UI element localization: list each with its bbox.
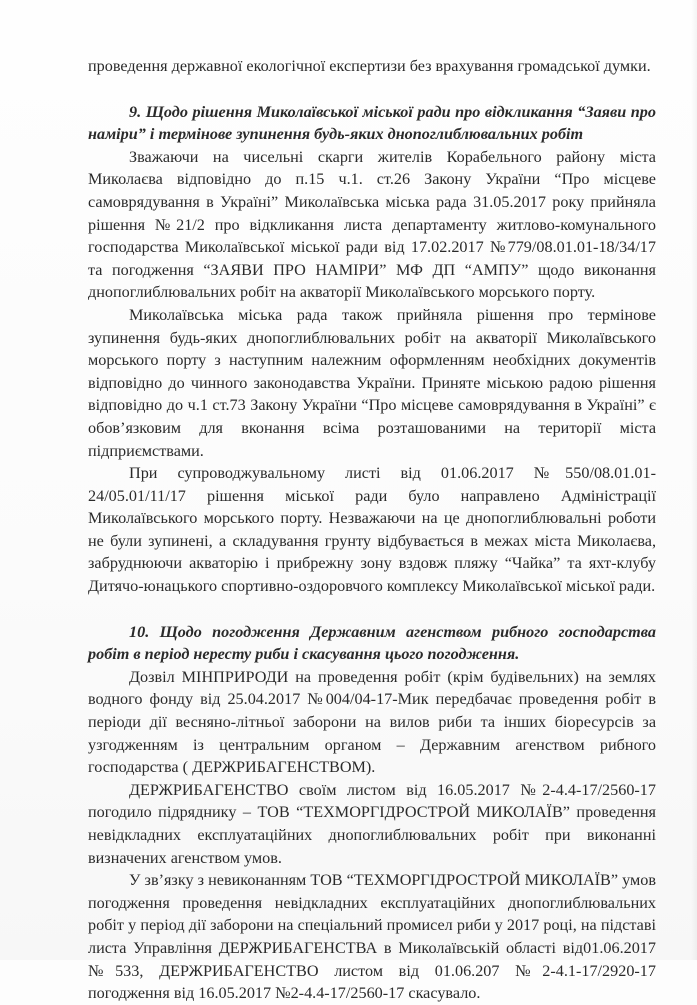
section-10-heading: 10. Щодо погодження Державним агенством рибного господарства робіт в період нересту риби і скасування цього погодження. bbox=[88, 622, 656, 664]
section-9-paragraph: При супроводжувальному листі від 01.06.2017 №550/08.01.01-24/05.01/11/17 рішення міської ради було направлено Адміністрації Миколаївського морського порту. Незважаючи на це днопоглиблювальні роботи не були зупинені, а складування грунту відбувається в межах міста Миколаєва, забруднюючи акваторію і прибрежну зону вздовж пляжу “Чайка” та яхт-клубу Дитячо-юнацького спортивно-оздоровчого комплексу Миколаївської міської ради. bbox=[88, 464, 656, 596]
section-9-paragraph: Миколаївська міська рада також прийняла рішення про термінове зупинення будь-яких днопоглиблювальних робіт на акваторії Миколаївського морського порту з наступним належним оформленням необхідних документів відповідно до чинного законодавства України. Приняте міською радою рішення відповідно до ч.1 ст.73 Закону України “Про місцеве самоврядування в Україні” є обов’язковим для вконання всіма розташованими на території міста підприємствами. bbox=[88, 305, 656, 460]
section-9 bbox=[88, 101, 656, 598]
section-10-paragraph: ДЕРЖРИБАГЕНСТВО своїм листом від 16.05.2017 №2-4.4-17/2560-17 погодило підряднику – ТОВ “ТЕХМОРГІДРОСТРОЙ МИКОЛАЇВ” проведення невідкладних експлуатаційних днопоглиблювальних робіт при виконанні визначених агенством умов. bbox=[88, 780, 656, 867]
section-10 bbox=[88, 621, 656, 1005]
section-10-paragraph: У зв’язку з невиконанням ТОВ “ТЕХМОРГІДРОСТРОЙ МИКОЛАЇВ” умов погодження проведення невідкладних експлуатаційних днопоглиблювальних робіт у період дії заборони на спеціальний промисел риби у 2017 році, на підставі листа Управління ДЕРЖРИБАГЕНСТВА в Миколаївській області від01.06.2017 №533, ДЕРЖРИБАГЕНСТВО листом від 01.06.207 №2-4.1-17/2920-17 погодження від 16.05.2017 №2-4.4-17/2560-17 скасувало. bbox=[88, 871, 656, 1003]
spacer bbox=[88, 78, 656, 101]
section-10-paragraph: Дозвіл МІНПРИРОДИ на проведення робіт (крім будівельних) на землях водного фонду від 25.04.2017 №004/04-17-Мик передбачає проведення робіт в періоди дії весняно-літньої заборони на вилов риби та інших біоресурсів за узгодженням із центральним органом – Державним агенством рибного господарства ( ДЕРЖРИБАГЕНСТВОМ). bbox=[88, 667, 656, 777]
section-9-paragraph: Зважаючи на чисельні скарги жителів Корабельного району міста Миколаєва відповідно до п.15 ч.1. ст.26 Закону України “Про місцеве самоврядування в Україні” Миколаївська міська рада 31.05.2017 року прийняла рішення №21/2 про відкликання листа департаменту житлово-комунального господарства Миколаївської міської ради від 17.02.2017 №779/08.01.01-18/34/17 та погодження “ЗАЯВИ ПРО НАМІРИ” МФ ДП “АМПУ” щодо виконання днопоглиблювальних робіт на акваторії Миколаївського морського порту. bbox=[88, 147, 656, 302]
section-9-heading: 9. Щодо рішення Миколаївської міської ради про відкликання “Заяви про наміри” і термінове зупинення будь-яких днопоглиблювальних робіт bbox=[88, 102, 656, 144]
spacer bbox=[88, 598, 656, 621]
intro-paragraph-tail: проведення державної екологічної експертизи без врахування громадської думки. bbox=[88, 57, 651, 75]
document-body bbox=[88, 55, 656, 1005]
scan-edge-shadow bbox=[691, 0, 697, 960]
